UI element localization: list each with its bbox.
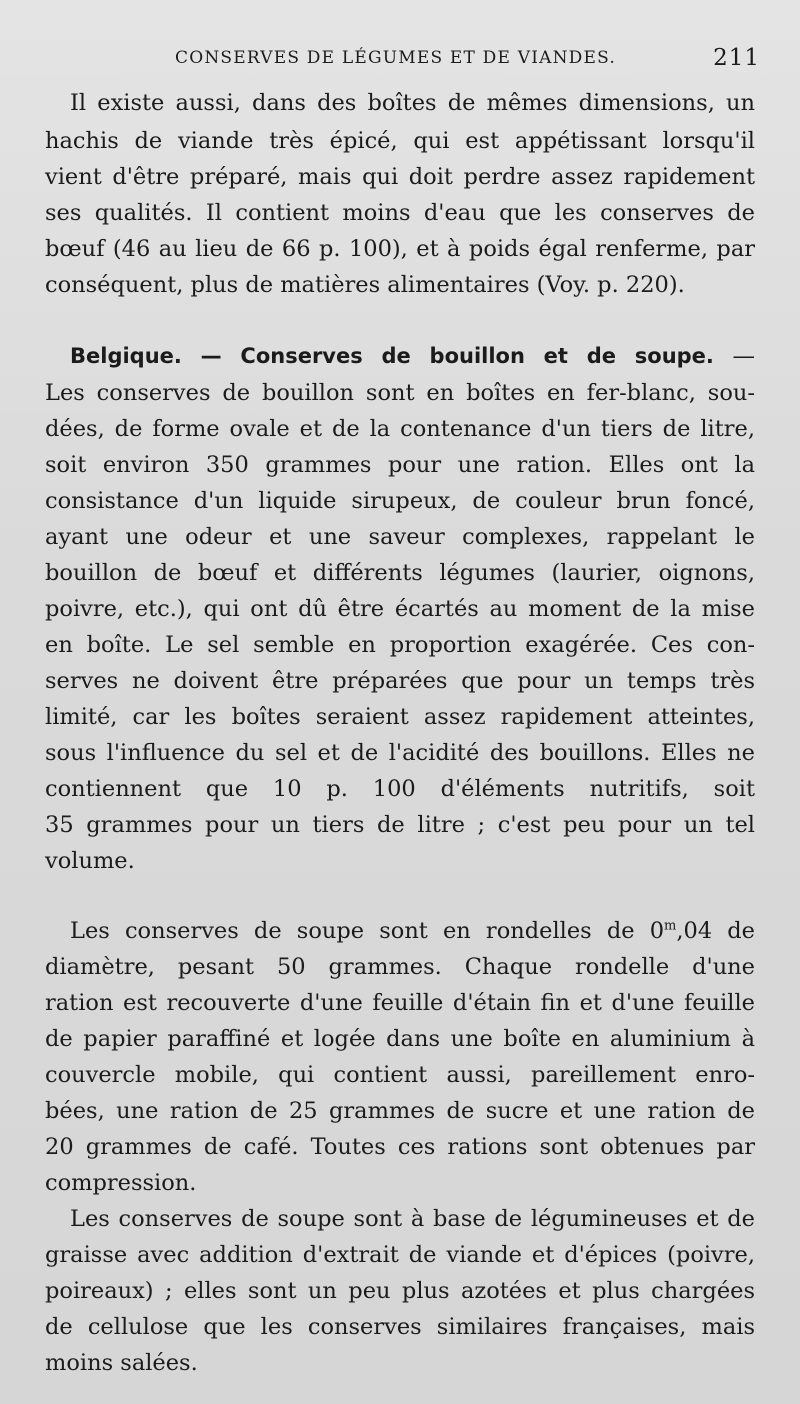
section-heading-line — [70, 339, 755, 373]
text-line — [70, 914, 755, 948]
text-line: Les conserves de soupe sont à base de légumineuses et de — [70, 1206, 755, 1232]
text-line: vient d'être préparé, mais qui doit perdre assez rapidement — [45, 164, 755, 190]
text-line: bées, une ration de 25 grammes de sucre et une ration de — [45, 1098, 755, 1124]
section-heading: Belgique. — Conserves de bouillon et de soupe. — [70, 344, 714, 368]
text-fragment: ,04 de — [676, 918, 756, 944]
text-line: graisse avec addition d'extrait de viande et d'épices (poivre, — [45, 1242, 755, 1268]
running-header — [40, 45, 760, 78]
text-line: diamètre, pesant 50 grammes. Chaque rondelle d'une — [45, 954, 755, 980]
text-line: ayant une odeur et une saveur complexes, rappelant le — [45, 524, 755, 550]
text-line: 35 grammes pour un tiers de litre ; c'est peu pour un tel — [45, 812, 755, 838]
text-line: bœuf (46 au lieu de 66 p. 100), et à poids égal renferme, par — [45, 236, 755, 262]
text-line: Les conserves de bouillon sont en boîtes en fer-blanc, sou- — [45, 380, 755, 406]
text-line: serves ne doivent être préparées que pour un temps très — [45, 668, 755, 694]
text-line: consistance d'un liquide sirupeux, de couleur brun foncé, — [45, 488, 755, 514]
text-line: Il existe aussi, dans des boîtes de mêmes dimensions, un — [70, 90, 755, 116]
text-line: conséquent, plus de matières alimentaires (Voy. p. 220). — [45, 272, 685, 298]
text-line: volume. — [45, 848, 135, 874]
running-title: CONSERVES DE LÉGUMES ET DE VIANDES. — [175, 48, 616, 68]
text-line: poivre, etc.), qui ont dû être écartés au moment de la mise — [45, 596, 755, 622]
text-line: de cellulose que les conserves similaires françaises, mais — [45, 1314, 755, 1340]
text-line: compression. — [45, 1170, 197, 1196]
text-line: dées, de forme ovale et de la contenance d'un tiers de litre, — [45, 416, 755, 442]
text-line: couvercle mobile, qui contient aussi, pareillement enro- — [45, 1062, 755, 1088]
page-number: 211 — [713, 45, 760, 71]
text-line: ration est recouverte d'une feuille d'étain fin et d'une feuille — [45, 990, 755, 1016]
superscript-unit: m — [664, 918, 677, 934]
text-line: 20 grammes de café. Toutes ces rations sont obtenues par — [45, 1134, 755, 1160]
text-line: sous l'influence du sel et de l'acidité des bouillons. Elles ne — [45, 740, 755, 766]
text-line: hachis de viande très épicé, qui est appétissant lorsqu'il — [45, 128, 755, 154]
text-line: de papier paraffiné et logée dans une boîte en aluminium à — [45, 1026, 755, 1052]
text-line: limité, car les boîtes seraient assez rapidement atteintes, — [45, 704, 755, 730]
text-line: bouillon de bœuf et différents légumes (laurier, oignons, — [45, 560, 755, 586]
text-line: moins salées. — [45, 1350, 198, 1376]
section-heading-tail: — — [713, 343, 755, 369]
text-line: en boîte. Le sel semble en proportion exagérée. Ces con- — [45, 632, 755, 658]
text-fragment: Les conserves de soupe sont en rondelles de 0 — [70, 918, 665, 944]
text-line: soit environ 350 grammes pour une ration. Elles ont la — [45, 452, 755, 478]
text-line: ses qualités. Il contient moins d'eau que les conserves de — [45, 200, 755, 226]
text-line: poireaux) ; elles sont un peu plus azotées et plus chargées — [45, 1278, 755, 1304]
text-line: contiennent que 10 p. 100 d'éléments nutritifs, soit — [45, 776, 755, 802]
